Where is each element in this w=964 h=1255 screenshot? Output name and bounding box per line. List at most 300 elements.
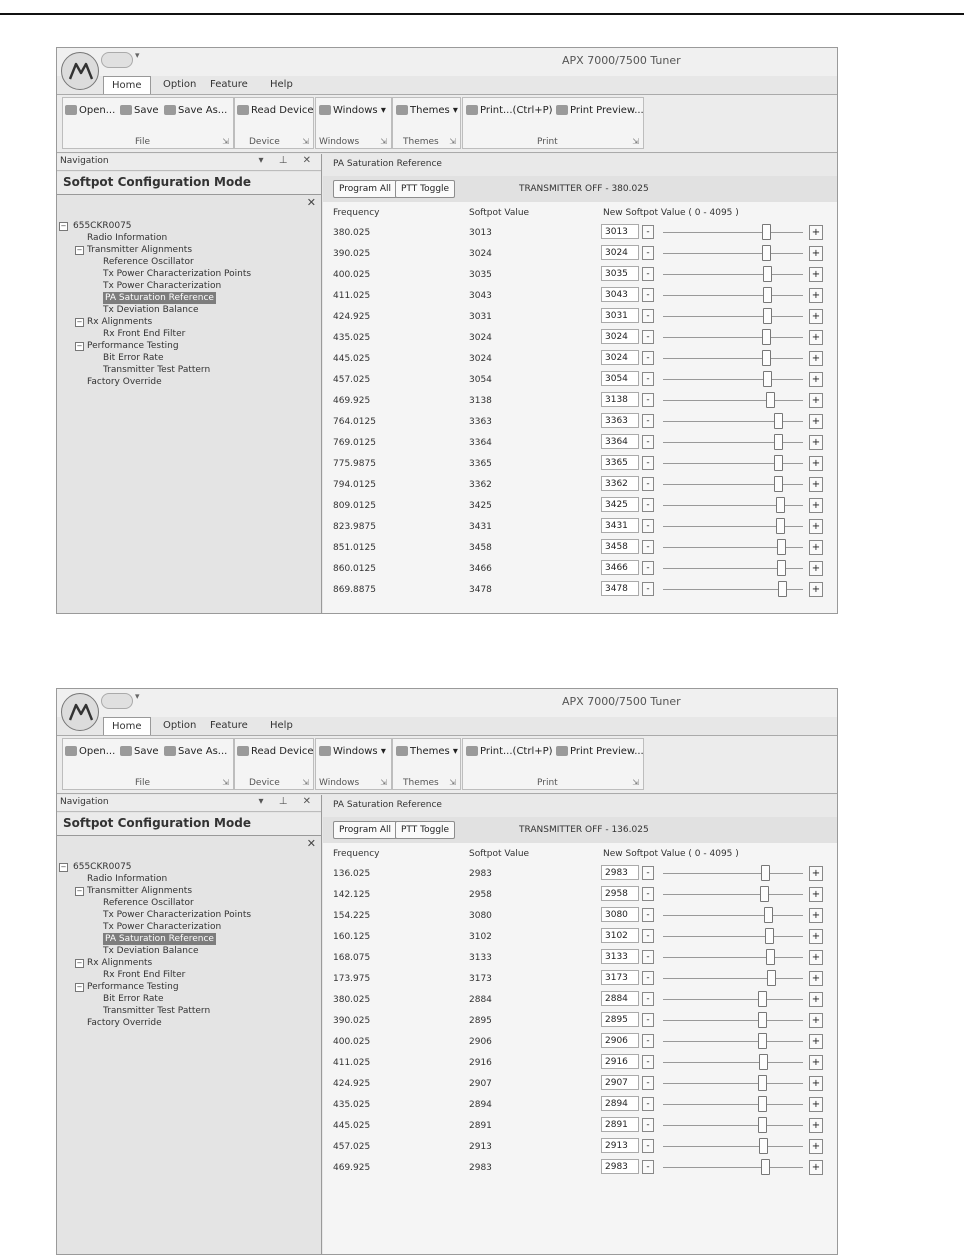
frequency-cell: 794.0125 xyxy=(333,480,376,490)
softpot-slider-track[interactable] xyxy=(663,978,803,979)
tree-item[interactable]: Tx Power Characterization Points xyxy=(103,910,252,920)
frequency-cell: 400.025 xyxy=(333,270,371,280)
dialog-launcher-icon[interactable]: ⇲ xyxy=(632,778,639,787)
increment-button[interactable]: + xyxy=(809,246,823,261)
quick-access-dropdown-icon[interactable]: ▾ xyxy=(135,692,140,702)
softpot-value-cell: 3362 xyxy=(469,480,492,490)
navigation-header xyxy=(57,154,321,171)
softpot-slider-track[interactable] xyxy=(663,873,803,874)
increment-button[interactable]: + xyxy=(809,225,823,240)
new-softpot-input[interactable]: 3173 xyxy=(601,970,639,985)
softpot-slider-track[interactable] xyxy=(663,358,803,359)
collapse-icon[interactable]: − xyxy=(76,983,83,991)
open-button[interactable] xyxy=(65,103,115,119)
softpot-slider-thumb[interactable] xyxy=(777,560,786,576)
softpot-value-cell: 3024 xyxy=(469,333,492,343)
frequency-cell: 160.125 xyxy=(333,932,371,942)
navigation-pane xyxy=(57,154,322,613)
decrement-button[interactable]: - xyxy=(642,971,654,985)
softpot-slider-thumb[interactable] xyxy=(761,865,770,881)
tree-item[interactable]: Bit Error Rate xyxy=(103,353,164,363)
decrement-button[interactable]: - xyxy=(642,1139,654,1153)
increment-button[interactable]: + xyxy=(809,908,823,923)
softpot-slider-thumb[interactable] xyxy=(766,949,775,965)
open-folder-icon xyxy=(65,746,77,756)
dialog-launcher-icon[interactable]: ⇲ xyxy=(302,137,309,146)
softpot-value-cell: 3080 xyxy=(469,911,492,921)
softpot-slider-track[interactable] xyxy=(663,232,803,233)
new-softpot-input[interactable]: 2895 xyxy=(601,1012,639,1027)
softpot-slider-thumb[interactable] xyxy=(758,991,767,1007)
softpot-slider-thumb[interactable] xyxy=(763,371,772,387)
dialog-launcher-icon[interactable]: ⇲ xyxy=(449,778,456,787)
tree-item[interactable]: Radio Information xyxy=(87,233,168,243)
increment-button[interactable]: + xyxy=(809,309,823,324)
decrement-button[interactable]: - xyxy=(642,1076,654,1090)
tree-item[interactable]: Transmitter Test Pattern xyxy=(103,365,211,375)
softpot-slider-track[interactable] xyxy=(663,894,803,895)
increment-button[interactable]: + xyxy=(809,887,823,902)
increment-button[interactable]: + xyxy=(809,435,823,450)
decrement-button[interactable]: - xyxy=(642,435,654,449)
app-menu-button[interactable] xyxy=(61,693,99,731)
print-preview-button[interactable] xyxy=(556,744,644,760)
dialog-launcher-icon[interactable]: ⇲ xyxy=(449,137,456,146)
decrement-button[interactable]: - xyxy=(642,477,654,491)
increment-button[interactable]: + xyxy=(809,992,823,1007)
new-softpot-input[interactable]: 3363 xyxy=(601,413,639,428)
tab-option[interactable]: Option xyxy=(163,79,197,90)
softpot-slider-track[interactable] xyxy=(663,400,803,401)
increment-button[interactable]: + xyxy=(809,414,823,429)
tree-item[interactable]: 655CKR0075 xyxy=(73,862,132,872)
softpot-slider-thumb[interactable] xyxy=(762,245,771,261)
softpot-row xyxy=(323,884,837,905)
decrement-button[interactable]: - xyxy=(642,288,654,302)
tree-item[interactable]: Factory Override xyxy=(87,1018,162,1028)
save-as-button[interactable] xyxy=(164,103,227,119)
softpot-slider-thumb[interactable] xyxy=(761,1159,770,1175)
softpot-toolbar xyxy=(323,817,837,844)
decrement-button[interactable]: - xyxy=(642,225,654,239)
softpot-value-cell: 2894 xyxy=(469,1100,492,1110)
print-button[interactable] xyxy=(466,103,553,119)
quick-access-toolbar[interactable] xyxy=(101,52,133,68)
new-softpot-input[interactable]: 3458 xyxy=(601,539,639,554)
softpot-row xyxy=(323,1031,837,1052)
collapse-icon[interactable]: − xyxy=(76,318,83,326)
decrement-button[interactable]: - xyxy=(642,929,654,943)
tab-home[interactable]: Home xyxy=(103,76,151,94)
tree-item[interactable]: Tx Deviation Balance xyxy=(103,305,199,315)
open-label: Open... xyxy=(79,105,116,116)
increment-button[interactable]: + xyxy=(809,393,823,408)
tree-item[interactable]: Rx Alignments xyxy=(87,958,153,968)
themes-label: Themes xyxy=(410,105,450,116)
softpot-slider-thumb[interactable] xyxy=(762,350,771,366)
collapse-icon[interactable]: − xyxy=(76,342,83,350)
tree-item[interactable]: PA Saturation Reference xyxy=(105,293,214,303)
save-button[interactable] xyxy=(120,103,159,119)
decrement-button[interactable]: - xyxy=(642,309,654,323)
new-softpot-input[interactable]: 3478 xyxy=(601,581,639,596)
tree-item[interactable]: Rx Alignments xyxy=(87,317,153,327)
softpot-slider-thumb[interactable] xyxy=(763,266,772,282)
softpot-slider-thumb[interactable] xyxy=(774,434,783,450)
softpot-slider-track[interactable] xyxy=(663,1167,803,1168)
softpot-slider-thumb[interactable] xyxy=(767,970,776,986)
tree-item[interactable]: Rx Front End Filter xyxy=(103,970,186,980)
tree-item[interactable]: Tx Power Characterization xyxy=(103,922,222,932)
tab-feature[interactable]: Feature xyxy=(210,720,248,731)
save-as-button[interactable] xyxy=(164,744,227,760)
decrement-button[interactable]: - xyxy=(642,1097,654,1111)
ptt-toggle-button[interactable]: PTT Toggle xyxy=(395,180,455,198)
new-softpot-input[interactable]: 3362 xyxy=(601,476,639,491)
tree-item[interactable]: Performance Testing xyxy=(87,982,179,992)
frequency-cell: 154.225 xyxy=(333,911,371,921)
softpot-slider-track[interactable] xyxy=(663,999,803,1000)
new-softpot-input[interactable]: 3466 xyxy=(601,560,639,575)
increment-button[interactable]: + xyxy=(809,288,823,303)
themes-dropdown[interactable]: Themes ▾ xyxy=(396,744,458,760)
dialog-launcher-icon[interactable]: ⇲ xyxy=(222,778,229,787)
tab-option[interactable]: Option xyxy=(163,720,197,731)
new-softpot-input[interactable]: 2884 xyxy=(601,991,639,1006)
pane-controls[interactable]: ▾ ⊥ ✕ xyxy=(258,796,317,807)
windows-dropdown[interactable]: Windows ▾ xyxy=(319,744,386,760)
tree-item[interactable]: Tx Deviation Balance xyxy=(103,946,199,956)
softpot-slider-track[interactable] xyxy=(663,337,803,338)
save-as-label: Save As... xyxy=(178,746,228,757)
tab-help[interactable]: Help xyxy=(270,79,293,90)
softpot-row xyxy=(323,453,837,474)
softpot-slider-thumb[interactable] xyxy=(762,329,771,345)
softpot-row xyxy=(323,516,837,537)
motorola-logo-icon xyxy=(68,702,94,722)
increment-button[interactable]: + xyxy=(809,1097,823,1112)
column-header-frequency: Frequency xyxy=(333,849,380,859)
softpot-slider-thumb[interactable] xyxy=(758,1033,767,1049)
dialog-launcher-icon[interactable]: ⇲ xyxy=(632,137,639,146)
softpot-value-cell: 3138 xyxy=(469,396,492,406)
softpot-row xyxy=(323,264,837,285)
tree-item[interactable]: Reference Oscillator xyxy=(103,257,194,267)
save-button[interactable] xyxy=(120,744,159,760)
softpot-slider-track[interactable] xyxy=(663,1083,803,1084)
softpot-row xyxy=(323,926,837,947)
new-softpot-input[interactable]: 3024 xyxy=(601,329,639,344)
increment-button[interactable]: + xyxy=(809,1034,823,1049)
collapse-icon[interactable]: − xyxy=(76,959,83,967)
softpot-slider-track[interactable] xyxy=(663,274,803,275)
decrement-button[interactable]: - xyxy=(642,992,654,1006)
tree-item[interactable]: 655CKR0075 xyxy=(73,221,132,231)
increment-button[interactable]: + xyxy=(809,971,823,986)
frequency-cell: 380.025 xyxy=(333,995,371,1005)
increment-button[interactable]: + xyxy=(809,1139,823,1154)
increment-button[interactable]: + xyxy=(809,540,823,555)
softpot-slider-track[interactable] xyxy=(663,1062,803,1063)
increment-button[interactable]: + xyxy=(809,267,823,282)
new-softpot-input[interactable]: 2906 xyxy=(601,1033,639,1048)
page-title: PA Saturation Reference xyxy=(333,800,442,810)
decrement-button[interactable]: - xyxy=(642,1160,654,1174)
softpot-value-cell: 2916 xyxy=(469,1058,492,1068)
decrement-button[interactable]: - xyxy=(642,330,654,344)
new-softpot-input[interactable]: 3102 xyxy=(601,928,639,943)
mode-header xyxy=(57,172,321,195)
softpot-slider-thumb[interactable] xyxy=(759,1138,768,1154)
softpot-slider-track[interactable] xyxy=(663,1041,803,1042)
collapse-icon[interactable]: − xyxy=(60,222,67,230)
collapse-icon[interactable]: − xyxy=(76,246,83,254)
increment-button[interactable]: + xyxy=(809,456,823,471)
new-softpot-input[interactable]: 3364 xyxy=(601,434,639,449)
tab-home[interactable]: Home xyxy=(103,717,151,735)
new-softpot-input[interactable]: 3024 xyxy=(601,350,639,365)
softpot-slider-thumb[interactable] xyxy=(776,518,785,534)
collapse-icon[interactable]: − xyxy=(60,863,67,871)
ribbon-group-print xyxy=(462,738,644,790)
softpot-slider-track[interactable] xyxy=(663,1125,803,1126)
decrement-button[interactable]: - xyxy=(642,582,654,596)
frequency-cell: 769.0125 xyxy=(333,438,376,448)
softpot-slider-thumb[interactable] xyxy=(778,581,787,597)
increment-button[interactable]: + xyxy=(809,929,823,944)
softpot-slider-thumb[interactable] xyxy=(774,455,783,471)
new-softpot-input[interactable]: 3043 xyxy=(601,287,639,302)
read-device-button[interactable] xyxy=(237,744,314,760)
ptt-toggle-button[interactable]: PTT Toggle xyxy=(395,821,455,839)
softpot-slider-thumb[interactable] xyxy=(759,1054,768,1070)
softpot-slider-track[interactable] xyxy=(663,379,803,380)
decrement-button[interactable]: - xyxy=(642,887,654,901)
app-menu-button[interactable] xyxy=(61,52,99,90)
decrement-button[interactable]: - xyxy=(642,1013,654,1027)
decrement-button[interactable]: - xyxy=(642,519,654,533)
column-header-new-softpot: New Softpot Value ( 0 - 4095 ) xyxy=(603,849,739,859)
decrement-button[interactable]: - xyxy=(642,498,654,512)
softpot-value-cell: 3102 xyxy=(469,932,492,942)
mode-title: Softpot Configuration Mode xyxy=(63,816,251,830)
new-softpot-input[interactable]: 3425 xyxy=(601,497,639,512)
frequency-cell: 869.8875 xyxy=(333,585,376,595)
increment-button[interactable]: + xyxy=(809,1013,823,1028)
themes-dropdown[interactable]: Themes ▾ xyxy=(396,103,458,119)
new-softpot-input[interactable]: 3365 xyxy=(601,455,639,470)
softpot-slider-thumb[interactable] xyxy=(776,497,785,513)
decrement-button[interactable]: - xyxy=(642,1055,654,1069)
frequency-cell: 411.025 xyxy=(333,1058,371,1068)
softpot-slider-thumb[interactable] xyxy=(763,287,772,303)
increment-button[interactable]: + xyxy=(809,582,823,597)
decrement-button[interactable]: - xyxy=(642,908,654,922)
softpot-value-cell: 3466 xyxy=(469,564,492,574)
new-softpot-input[interactable]: 2907 xyxy=(601,1075,639,1090)
softpot-slider-track[interactable] xyxy=(663,957,803,958)
tree-item[interactable]: Bit Error Rate xyxy=(103,994,164,1004)
new-softpot-input[interactable]: 2983 xyxy=(601,1159,639,1174)
new-softpot-input[interactable]: 3031 xyxy=(601,308,639,323)
softpot-slider-track[interactable] xyxy=(663,1146,803,1147)
pane-controls[interactable]: ▾ ⊥ ✕ xyxy=(258,155,317,166)
new-softpot-input[interactable]: 2983 xyxy=(601,865,639,880)
print-preview-label: Print Preview... xyxy=(570,746,644,757)
softpot-slider-thumb[interactable] xyxy=(758,1096,767,1112)
decrement-button[interactable]: - xyxy=(642,246,654,260)
increment-button[interactable]: + xyxy=(809,372,823,387)
new-softpot-input[interactable]: 3035 xyxy=(601,266,639,281)
group-caption-file: File xyxy=(135,137,151,147)
softpot-value-cell: 3024 xyxy=(469,354,492,364)
themes-icon xyxy=(396,105,408,115)
tree-item[interactable]: Transmitter Alignments xyxy=(87,245,193,255)
decrement-button[interactable]: - xyxy=(642,414,654,428)
frequency-cell: 764.0125 xyxy=(333,417,376,427)
decrement-button[interactable]: - xyxy=(642,1118,654,1132)
softpot-slider-thumb[interactable] xyxy=(766,392,775,408)
softpot-slider-thumb[interactable] xyxy=(765,928,774,944)
softpot-slider-track[interactable] xyxy=(663,936,803,937)
softpot-slider-thumb[interactable] xyxy=(774,413,783,429)
tree-item[interactable]: Tx Power Characterization Points xyxy=(103,269,252,279)
new-softpot-input[interactable]: 2913 xyxy=(601,1138,639,1153)
softpot-slider-thumb[interactable] xyxy=(764,907,773,923)
tab-feature[interactable]: Feature xyxy=(210,79,248,90)
group-caption-themes: Themes xyxy=(403,778,439,788)
group-caption-themes: Themes xyxy=(403,137,439,147)
increment-button[interactable]: + xyxy=(809,477,823,492)
tree-item[interactable]: Tx Power Characterization xyxy=(103,281,222,291)
quick-access-toolbar[interactable] xyxy=(101,693,133,709)
increment-button[interactable]: + xyxy=(809,1055,823,1070)
softpot-slider-track[interactable] xyxy=(663,1104,803,1105)
ribbon-group-file xyxy=(62,738,234,790)
softpot-value-cell: 2906 xyxy=(469,1037,492,1047)
new-softpot-input[interactable]: 3138 xyxy=(601,392,639,407)
windows-label: Windows xyxy=(333,746,378,757)
tree-item[interactable]: Transmitter Alignments xyxy=(87,886,193,896)
softpot-slider-thumb[interactable] xyxy=(760,886,769,902)
increment-button[interactable]: + xyxy=(809,519,823,534)
dialog-launcher-icon[interactable]: ⇲ xyxy=(302,778,309,787)
print-preview-button[interactable] xyxy=(556,103,644,119)
softpot-slider-thumb[interactable] xyxy=(763,308,772,324)
tree-item[interactable]: Transmitter Test Pattern xyxy=(103,1006,211,1016)
close-icon[interactable]: ✕ xyxy=(306,837,316,850)
decrement-button[interactable]: - xyxy=(642,456,654,470)
softpot-slider-thumb[interactable] xyxy=(777,539,786,555)
print-button[interactable] xyxy=(466,744,553,760)
program-all-button[interactable]: Program All xyxy=(333,180,397,198)
group-caption-windows: Windows xyxy=(319,137,360,147)
decrement-button[interactable]: - xyxy=(642,540,654,554)
softpot-row xyxy=(323,432,837,453)
tab-help[interactable]: Help xyxy=(270,720,293,731)
tree-item[interactable]: Factory Override xyxy=(87,377,162,387)
decrement-button[interactable]: - xyxy=(642,351,654,365)
quick-access-dropdown-icon[interactable]: ▾ xyxy=(135,51,140,61)
decrement-button[interactable]: - xyxy=(642,950,654,964)
softpot-value-cell: 3024 xyxy=(469,249,492,259)
frequency-cell: 457.025 xyxy=(333,375,371,385)
frequency-cell: 424.925 xyxy=(333,1079,371,1089)
column-header-new-softpot: New Softpot Value ( 0 - 4095 ) xyxy=(603,208,739,218)
open-button[interactable] xyxy=(65,744,115,760)
read-device-button[interactable] xyxy=(237,103,314,119)
decrement-button[interactable]: - xyxy=(642,372,654,386)
increment-button[interactable]: + xyxy=(809,1160,823,1175)
main-panel xyxy=(323,795,837,1254)
windows-dropdown[interactable]: Windows ▾ xyxy=(319,103,386,119)
increment-button[interactable]: + xyxy=(809,866,823,881)
group-caption-print: Print xyxy=(537,778,558,788)
collapse-icon[interactable]: − xyxy=(76,887,83,895)
windows-icon xyxy=(319,105,331,115)
new-softpot-input[interactable]: 2891 xyxy=(601,1117,639,1132)
softpot-slider-thumb[interactable] xyxy=(758,1117,767,1133)
new-softpot-input[interactable]: 3133 xyxy=(601,949,639,964)
softpot-slider-thumb[interactable] xyxy=(758,1012,767,1028)
new-softpot-input[interactable]: 2894 xyxy=(601,1096,639,1111)
tree-item[interactable]: Reference Oscillator xyxy=(103,898,194,908)
decrement-button[interactable]: - xyxy=(642,393,654,407)
new-softpot-input[interactable]: 3054 xyxy=(601,371,639,386)
softpot-slider-thumb[interactable] xyxy=(758,1075,767,1091)
decrement-button[interactable]: - xyxy=(642,267,654,281)
new-softpot-input[interactable]: 3013 xyxy=(601,224,639,239)
increment-button[interactable]: + xyxy=(809,950,823,965)
increment-button[interactable]: + xyxy=(809,498,823,513)
softpot-slider-thumb[interactable] xyxy=(774,476,783,492)
softpot-value-cell: 3173 xyxy=(469,974,492,984)
softpot-slider-track[interactable] xyxy=(663,253,803,254)
increment-button[interactable]: + xyxy=(809,330,823,345)
new-softpot-input[interactable]: 3080 xyxy=(601,907,639,922)
new-softpot-input[interactable]: 2958 xyxy=(601,886,639,901)
new-softpot-input[interactable]: 3024 xyxy=(601,245,639,260)
softpot-slider-track[interactable] xyxy=(663,316,803,317)
new-softpot-input[interactable]: 2916 xyxy=(601,1054,639,1069)
tree-item[interactable]: Performance Testing xyxy=(87,341,179,351)
program-all-button[interactable]: Program All xyxy=(333,821,397,839)
increment-button[interactable]: + xyxy=(809,1076,823,1091)
open-label: Open... xyxy=(79,746,116,757)
dialog-launcher-icon[interactable]: ⇲ xyxy=(222,137,229,146)
increment-button[interactable]: + xyxy=(809,561,823,576)
dialog-launcher-icon[interactable]: ⇲ xyxy=(380,137,387,146)
increment-button[interactable]: + xyxy=(809,351,823,366)
new-softpot-input[interactable]: 3431 xyxy=(601,518,639,533)
increment-button[interactable]: + xyxy=(809,1118,823,1133)
dialog-launcher-icon[interactable]: ⇲ xyxy=(380,778,387,787)
softpot-row xyxy=(323,243,837,264)
softpot-value-cell: 2907 xyxy=(469,1079,492,1089)
decrement-button[interactable]: - xyxy=(642,561,654,575)
tree-item[interactable]: Radio Information xyxy=(87,874,168,884)
decrement-button[interactable]: - xyxy=(642,866,654,880)
frequency-cell: 809.0125 xyxy=(333,501,376,511)
softpot-slider-track[interactable] xyxy=(663,295,803,296)
softpot-slider-thumb[interactable] xyxy=(762,224,771,240)
softpot-slider-track[interactable] xyxy=(663,1020,803,1021)
tree-item[interactable]: PA Saturation Reference xyxy=(105,934,214,944)
decrement-button[interactable]: - xyxy=(642,1034,654,1048)
tree-item[interactable]: Rx Front End Filter xyxy=(103,329,186,339)
close-icon[interactable]: ✕ xyxy=(306,196,316,209)
softpot-slider-track[interactable] xyxy=(663,915,803,916)
